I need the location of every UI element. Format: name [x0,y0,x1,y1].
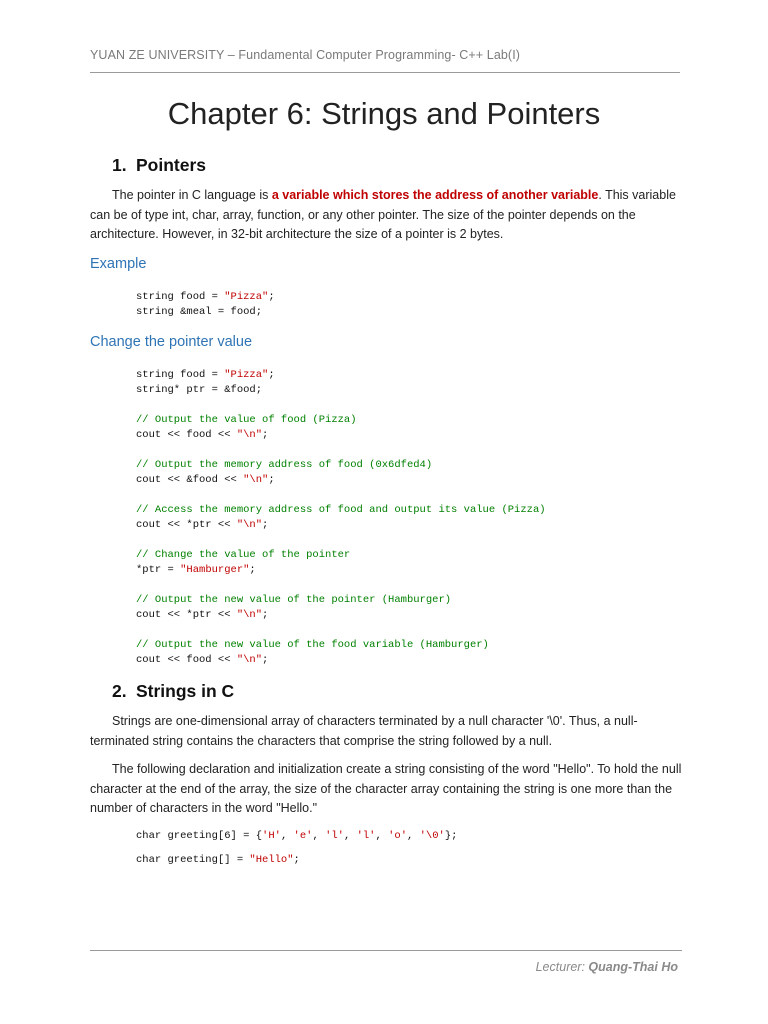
section-title: Pointers [136,155,207,175]
code-line [136,413,546,428]
highlighted-definition: a variable which stores the address of another variable [271,188,599,202]
code-text: , [375,830,389,842]
code-string: 'H' [262,830,281,842]
section-number: 1. [112,155,127,175]
code-line [136,829,457,844]
code-text: ; [268,291,275,303]
section-number: 2. [112,681,127,701]
code-line [136,593,546,608]
code-text: ; [268,369,275,381]
code-text: string food = [136,369,225,381]
code-string: "\n" [236,429,263,441]
para-text: . This variable can be of type int, char, array, function, or any other pointer. The size of the pointer depends on the architecture. However, in 32-bit architecture the size of a pointer is 2 bytes. [90,188,676,241]
section-title: Strings in C [136,681,235,701]
code-block-string-literal [136,853,300,868]
code-line [136,368,546,383]
header-divider [90,72,680,73]
code-comment: // Output the new value of the food variable (Hamburger) [136,639,489,651]
section-heading-strings [112,681,234,702]
code-line [136,518,546,533]
code-string: "Hello" [249,854,294,866]
code-text: cout << *ptr << [136,519,237,531]
code-text: ; [249,564,256,576]
code-block-change-pointer [136,368,546,668]
code-text: char greeting[6] = { [136,830,263,842]
code-line [136,623,546,638]
code-line [136,578,546,593]
subheading-example: Example [90,256,147,272]
code-line [136,428,546,443]
code-text: cout << food << [136,654,237,666]
page-footer [536,960,678,974]
code-text: cout << &food << [136,474,244,486]
footer-divider [90,950,682,951]
footer-label: Lecturer [535,960,582,974]
code-text: ; [262,519,269,531]
code-text: cout << food << [136,429,237,441]
code-text: ; [293,854,300,866]
code-line [136,563,546,578]
page-title: Chapter 6: Strings and Pointers [167,96,601,131]
code-text: , [343,830,357,842]
para-text: The pointer in C language is [112,188,272,202]
code-text: , [312,830,326,842]
strings-paragraph-2 [90,760,682,819]
code-string: 'e' [293,830,313,842]
code-text: char greeting[] = [136,854,250,866]
code-line [136,653,546,668]
code-string: 'l' [325,830,344,842]
code-line [136,533,546,548]
code-line [136,853,300,868]
code-text: }; [444,830,458,842]
subheading-change-pointer: Change the pointer value [90,334,253,350]
code-string: "Hamburger" [180,564,250,576]
code-line [136,398,546,413]
strings-paragraph-1 [90,712,682,751]
code-comment: // Output the value of food (Pizza) [136,414,357,426]
code-line [136,473,546,488]
code-block-example [136,290,275,320]
code-line [136,443,546,458]
code-text: , [407,830,420,842]
code-text: ; [262,609,269,621]
code-line [136,638,546,653]
code-text: , [280,830,294,842]
section-heading-pointers [112,155,206,176]
para-text: Strings are one-dimensional array of characters terminated by a null character '\0'. Thus, a null-terminated string contains the characters that comprise the string followed by a null. [90,714,638,748]
page-header: YUAN ZE UNIVERSITY – Fundamental Computer Programming- C++ Lab(I) [90,48,521,62]
pointers-paragraph [90,186,682,245]
code-text: string food = [136,291,225,303]
code-string: "\n" [236,519,263,531]
code-string: "\n" [236,609,263,621]
code-text: ; [268,474,275,486]
code-text: ; [262,654,269,666]
code-comment: // Output the new value of the pointer (Hamburger) [136,594,452,606]
code-string: 'o' [388,830,407,842]
para-text: The following declaration and initialization create a string consisting of the word "Hello". To hold the null character at the end of the array, the size of the character array containing the string is one more than the number of characters in the word "Hello." [90,762,682,815]
code-string: "Pizza" [224,291,269,303]
code-string: "Pizza" [224,369,269,381]
code-line [136,383,546,398]
code-line [136,503,546,518]
code-text: cout << *ptr << [136,609,237,621]
code-string: "\n" [236,654,263,666]
footer-separator: : [581,960,589,974]
code-comment: // Change the value of the pointer [136,549,351,561]
code-text: ; [262,429,269,441]
code-comment: // Access the memory address of food and output its value (Pizza) [136,504,546,516]
code-text: string* ptr = &food; [136,384,263,396]
lecturer-name: Quang-Thai Ho [588,960,678,974]
code-string: '\0' [419,830,445,842]
code-line [136,290,275,305]
code-comment: // Output the memory address of food (0x6dfed4) [136,459,433,471]
code-line [136,548,546,563]
code-text: string &meal = food; [136,306,263,318]
code-text: *ptr = [136,564,181,576]
code-line [136,458,546,473]
code-line [136,488,546,503]
code-string: 'l' [356,830,376,842]
code-block-char-array [136,829,457,844]
code-string: "\n" [243,474,269,486]
code-line [136,305,275,320]
code-line [136,608,546,623]
